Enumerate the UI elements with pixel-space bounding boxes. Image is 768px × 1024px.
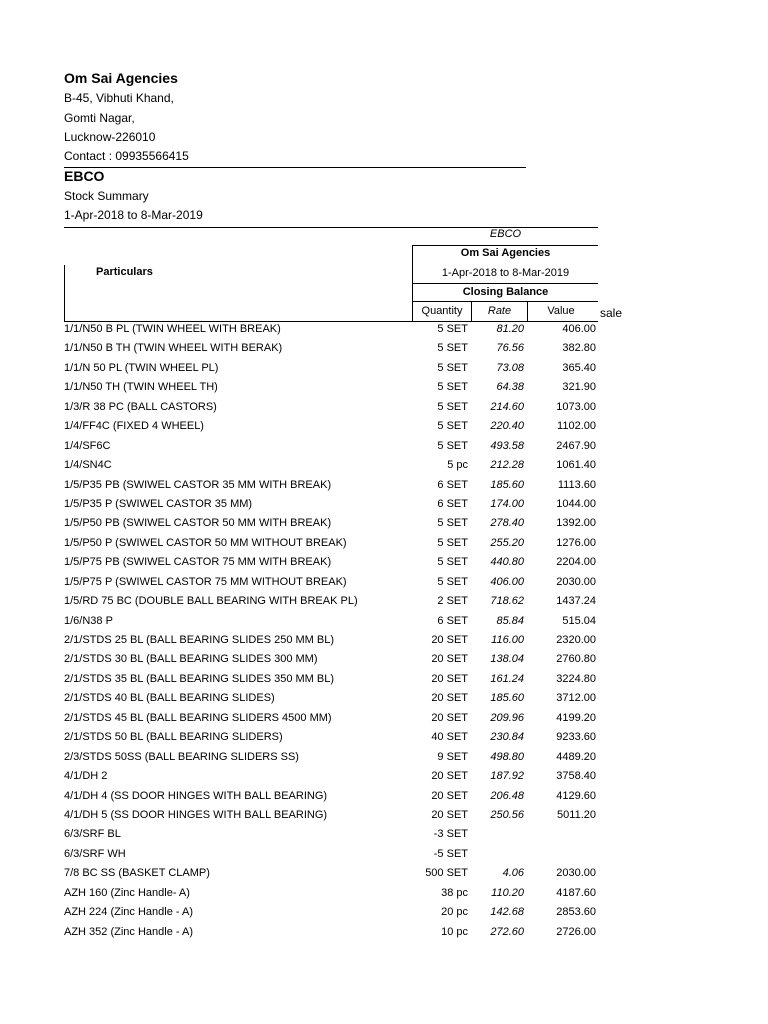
value-cell: 1073.00 (556, 400, 596, 413)
rate-cell: 161.24 (490, 672, 524, 685)
rate-cell: 76.56 (496, 342, 524, 355)
particulars-cell: AZH 224 (Zinc Handle - A) (64, 906, 193, 919)
rate-cell: 255.20 (490, 536, 524, 549)
rate-cell: 116.00 (491, 634, 524, 646)
address-line-1: B-45, Vibhuti Khand, (64, 91, 174, 105)
table-row (0, 398, 768, 417)
value-cell: 1044.00 (556, 497, 596, 510)
value-cell: 1437.24 (556, 595, 596, 608)
table-company-label: Om Sai Agencies (460, 247, 551, 259)
rate-cell: 230.84 (490, 731, 524, 744)
quantity-cell: 2 SET (437, 595, 468, 608)
particulars-header: Particulars (96, 266, 153, 278)
rate-cell: 64.38 (496, 381, 524, 394)
contact-line: Contact : 09935566415 (64, 149, 189, 163)
table-row (0, 650, 768, 669)
value-cell: 2726.00 (556, 925, 596, 938)
table-row (0, 825, 768, 844)
particulars-cell: AZH 160 (Zinc Handle- A) (64, 886, 190, 899)
quantity-cell: 5 pc (447, 459, 468, 472)
report-period: 1-Apr-2018 to 8-Mar-2019 (64, 208, 203, 222)
particulars-cell: 1/5/P50 PB (SWIWEL CASTOR 50 MM WITH BREAK) (64, 517, 332, 530)
company-name: Om Sai Agencies (64, 70, 178, 86)
table-row (0, 903, 768, 922)
rate-cell: 440.80 (490, 556, 524, 569)
value-cell: 1276.00 (556, 536, 596, 549)
rate-header: Rate (487, 305, 512, 317)
quantity-cell: 5 SET (437, 420, 468, 433)
table-header-rule-2 (412, 283, 598, 284)
value-cell: 4489.20 (556, 750, 596, 763)
value-header: Value (547, 305, 575, 317)
particulars-cell: 7/8 BC SS (BASKET CLAMP) (64, 867, 210, 880)
table-row (0, 378, 768, 397)
value-cell: 2030.00 (556, 867, 596, 880)
address-line-2: Gomti Nagar, (64, 111, 135, 125)
particulars-cell: 6/3/SRF BL (64, 828, 121, 841)
rate-cell: 206.48 (490, 789, 524, 802)
address-line-3: Lucknow-226010 (64, 130, 156, 144)
quantity-cell: 5 SET (437, 439, 468, 452)
table-row (0, 573, 768, 592)
particulars-cell: 1/3/R 38 PC (BALL CASTORS) (64, 400, 217, 413)
qty-rate-divider (471, 302, 472, 321)
table-header-rule-1 (412, 245, 598, 246)
quantity-cell: 5 SET (437, 575, 468, 588)
particulars-cell: 1/5/P35 PB (SWIWEL CASTOR 35 MM WITH BREAK) (64, 478, 332, 491)
quantity-cell: 5 SET (437, 323, 468, 335)
table-row (0, 514, 768, 533)
value-cell: 1113.60 (557, 478, 596, 491)
rate-cell: 138.04 (490, 653, 524, 666)
table-row (0, 709, 768, 728)
value-cell: 4187.60 (556, 886, 596, 899)
quantity-cell: 5 SET (437, 381, 468, 394)
quantity-cell: 5 SET (437, 361, 468, 374)
table-divider (412, 245, 413, 321)
rate-cell: 174.00 (490, 497, 524, 510)
value-cell: 2204.00 (556, 556, 596, 569)
rate-cell: 4.06 (502, 867, 524, 880)
particulars-cell: 1/5/P75 P (SWIWEL CASTOR 75 MM WITHOUT BREAK) (64, 575, 347, 588)
table-row (0, 612, 768, 631)
quantity-cell: 500 SET (425, 867, 468, 880)
value-cell: 3758.40 (556, 770, 596, 783)
rate-value-divider (527, 302, 528, 321)
table-row (0, 631, 768, 650)
value-cell: 2760.80 (556, 653, 596, 666)
value-cell: 515.04 (562, 614, 596, 627)
particulars-cell: 1/6/N38 P (64, 614, 113, 627)
rate-cell: 406.00 (490, 575, 524, 588)
particulars-cell: 4/1/DH 5 (SS DOOR HINGES WITH BALL BEARING) (64, 808, 328, 821)
table-row (0, 359, 768, 378)
particulars-cell: 2/1/STDS 25 BL (BALL BEARING SLIDES 250 MM BL) (64, 634, 335, 646)
table-row (0, 553, 768, 572)
value-cell: 2030.00 (556, 575, 596, 588)
closing-balance-label: Closing Balance (462, 286, 549, 298)
table-row (0, 592, 768, 611)
rate-cell: 85.84 (496, 614, 524, 627)
table-row (0, 728, 768, 747)
value-cell: 9233.60 (556, 731, 596, 744)
particulars-cell: 2/1/STDS 40 BL (BALL BEARING SLIDES) (64, 692, 275, 705)
table-row (0, 456, 768, 475)
table-left-border (64, 265, 65, 321)
table-row (0, 806, 768, 825)
table-row (0, 495, 768, 514)
quantity-cell: 20 SET (431, 672, 468, 685)
particulars-cell: 2/3/STDS 50SS (BALL BEARING SLIDERS SS) (64, 750, 299, 763)
table-row (0, 767, 768, 786)
value-cell: 4129.60 (556, 789, 596, 802)
particulars-cell: 2/1/STDS 45 BL (BALL BEARING SLIDERS 4500 MM) (64, 711, 332, 724)
quantity-cell: 6 SET (437, 614, 468, 627)
value-cell: 5011.20 (557, 808, 596, 821)
table-row (0, 320, 768, 339)
rate-cell: 81.20 (496, 323, 524, 335)
quantity-cell: 20 SET (431, 692, 468, 705)
quantity-cell: 20 SET (431, 634, 468, 646)
rate-cell: 493.58 (490, 439, 524, 452)
quantity-cell: 5 SET (437, 400, 468, 413)
quantity-cell: 20 SET (431, 653, 468, 666)
rate-cell: 220.40 (490, 420, 524, 433)
quantity-cell: 40 SET (431, 731, 468, 744)
value-cell: 406.00 (562, 323, 596, 335)
rate-cell: 110.20 (491, 886, 524, 899)
rate-cell: 209.96 (490, 711, 524, 724)
table-row (0, 339, 768, 358)
particulars-cell: 1/1/N50 B TH (TWIN WHEEL WITH BERAK) (64, 342, 283, 355)
quantity-cell: 20 SET (431, 808, 468, 821)
value-cell: 3224.80 (556, 672, 596, 685)
quantity-cell: -5 SET (433, 847, 468, 860)
quantity-cell: 38 pc (441, 886, 468, 899)
rate-cell: 212.28 (490, 459, 524, 472)
particulars-cell: 4/1/DH 2 (64, 770, 108, 783)
value-cell: 2467.90 (556, 439, 596, 452)
report-title: Stock Summary (64, 189, 149, 203)
value-cell: 3712.00 (556, 692, 596, 705)
table-group-label: EBCO (489, 228, 522, 240)
table-row (0, 417, 768, 436)
rate-cell: 185.60 (490, 478, 524, 491)
quantity-cell: 20 SET (431, 711, 468, 724)
particulars-cell: 1/5/P75 PB (SWIWEL CASTOR 75 MM WITH BREAK) (64, 556, 332, 569)
particulars-cell: 1/5/P35 P (SWIWEL CASTOR 35 MM) (64, 497, 253, 510)
particulars-cell: 1/5/P50 P (SWIWEL CASTOR 50 MM WITHOUT BREAK) (64, 536, 347, 549)
quantity-header: Quantity (421, 305, 463, 317)
value-cell: 4199.20 (556, 711, 596, 724)
value-cell: 1392.00 (556, 517, 596, 530)
quantity-cell: 5 SET (437, 536, 468, 549)
value-cell: 382.80 (562, 342, 596, 355)
particulars-cell: 2/1/STDS 35 BL (BALL BEARING SLIDES 350 MM BL) (64, 672, 335, 685)
particulars-cell: 6/3/SRF WH (64, 847, 126, 860)
quantity-cell: 5 SET (437, 556, 468, 569)
table-period-label: 1-Apr-2018 to 8-Mar-2019 (441, 267, 570, 279)
particulars-cell: 1/1/N50 B PL (TWIN WHEEL WITH BREAK) (64, 323, 281, 335)
particulars-cell: 1/4/SF6C (64, 439, 111, 452)
value-cell: 2320.00 (556, 634, 596, 646)
rate-cell: 187.92 (490, 770, 524, 783)
particulars-cell: 2/1/STDS 30 BL (BALL BEARING SLIDES 300 MM) (64, 653, 318, 666)
table-row (0, 670, 768, 689)
particulars-cell: 4/1/DH 4 (SS DOOR HINGES WITH BALL BEARING) (64, 789, 328, 802)
table-row (0, 787, 768, 806)
value-cell: 2853.60 (556, 906, 596, 919)
rate-cell: 498.80 (490, 750, 524, 763)
rate-cell: 185.60 (490, 692, 524, 705)
value-cell: 1061.40 (556, 459, 596, 472)
table-row (0, 923, 768, 942)
rate-cell: 214.60 (490, 400, 524, 413)
rate-cell: 278.40 (490, 517, 524, 530)
stock-table-body (0, 320, 768, 942)
quantity-cell: 6 SET (437, 497, 468, 510)
quantity-cell: 20 SET (431, 789, 468, 802)
group-title: EBCO (64, 168, 105, 184)
particulars-cell: 1/1/N50 TH (TWIN WHEEL TH) (64, 381, 218, 394)
table-row (0, 437, 768, 456)
quantity-cell: 20 pc (441, 906, 468, 919)
table-row (0, 476, 768, 495)
rate-cell: 272.60 (490, 925, 524, 938)
rate-cell: 250.56 (490, 808, 524, 821)
rate-cell: 718.62 (490, 595, 524, 608)
quantity-cell: 9 SET (437, 750, 468, 763)
particulars-cell: 1/4/SN4C (64, 459, 112, 472)
value-cell: 1102.00 (557, 420, 596, 433)
quantity-cell: -3 SET (433, 828, 468, 841)
table-row (0, 748, 768, 767)
value-cell: 321.90 (562, 381, 596, 394)
particulars-cell: 1/5/RD 75 BC (DOUBLE BALL BEARING WITH BREAK PL) (64, 595, 358, 608)
quantity-cell: 20 SET (431, 770, 468, 783)
table-row (0, 845, 768, 864)
table-header-rule-3 (412, 301, 598, 302)
table-row (0, 534, 768, 553)
header-rule (64, 167, 526, 168)
particulars-cell: 1/4/FF4C (FIXED 4 WHEEL) (64, 420, 204, 433)
rate-cell: 73.08 (496, 361, 524, 374)
value-cell: 365.40 (562, 361, 596, 374)
particulars-cell: 1/1/N 50 PL (TWIN WHEEL PL) (64, 361, 219, 374)
rate-cell: 142.68 (490, 906, 524, 919)
table-row (0, 864, 768, 883)
quantity-cell: 6 SET (437, 478, 468, 491)
quantity-cell: 10 pc (441, 925, 468, 938)
quantity-cell: 5 SET (437, 342, 468, 355)
particulars-cell: AZH 352 (Zinc Handle - A) (64, 925, 193, 938)
sale-label: sale (600, 306, 623, 320)
table-row (0, 884, 768, 903)
quantity-cell: 5 SET (437, 517, 468, 530)
table-row (0, 689, 768, 708)
particulars-cell: 2/1/STDS 50 BL (BALL BEARING SLIDERS) (64, 731, 283, 744)
